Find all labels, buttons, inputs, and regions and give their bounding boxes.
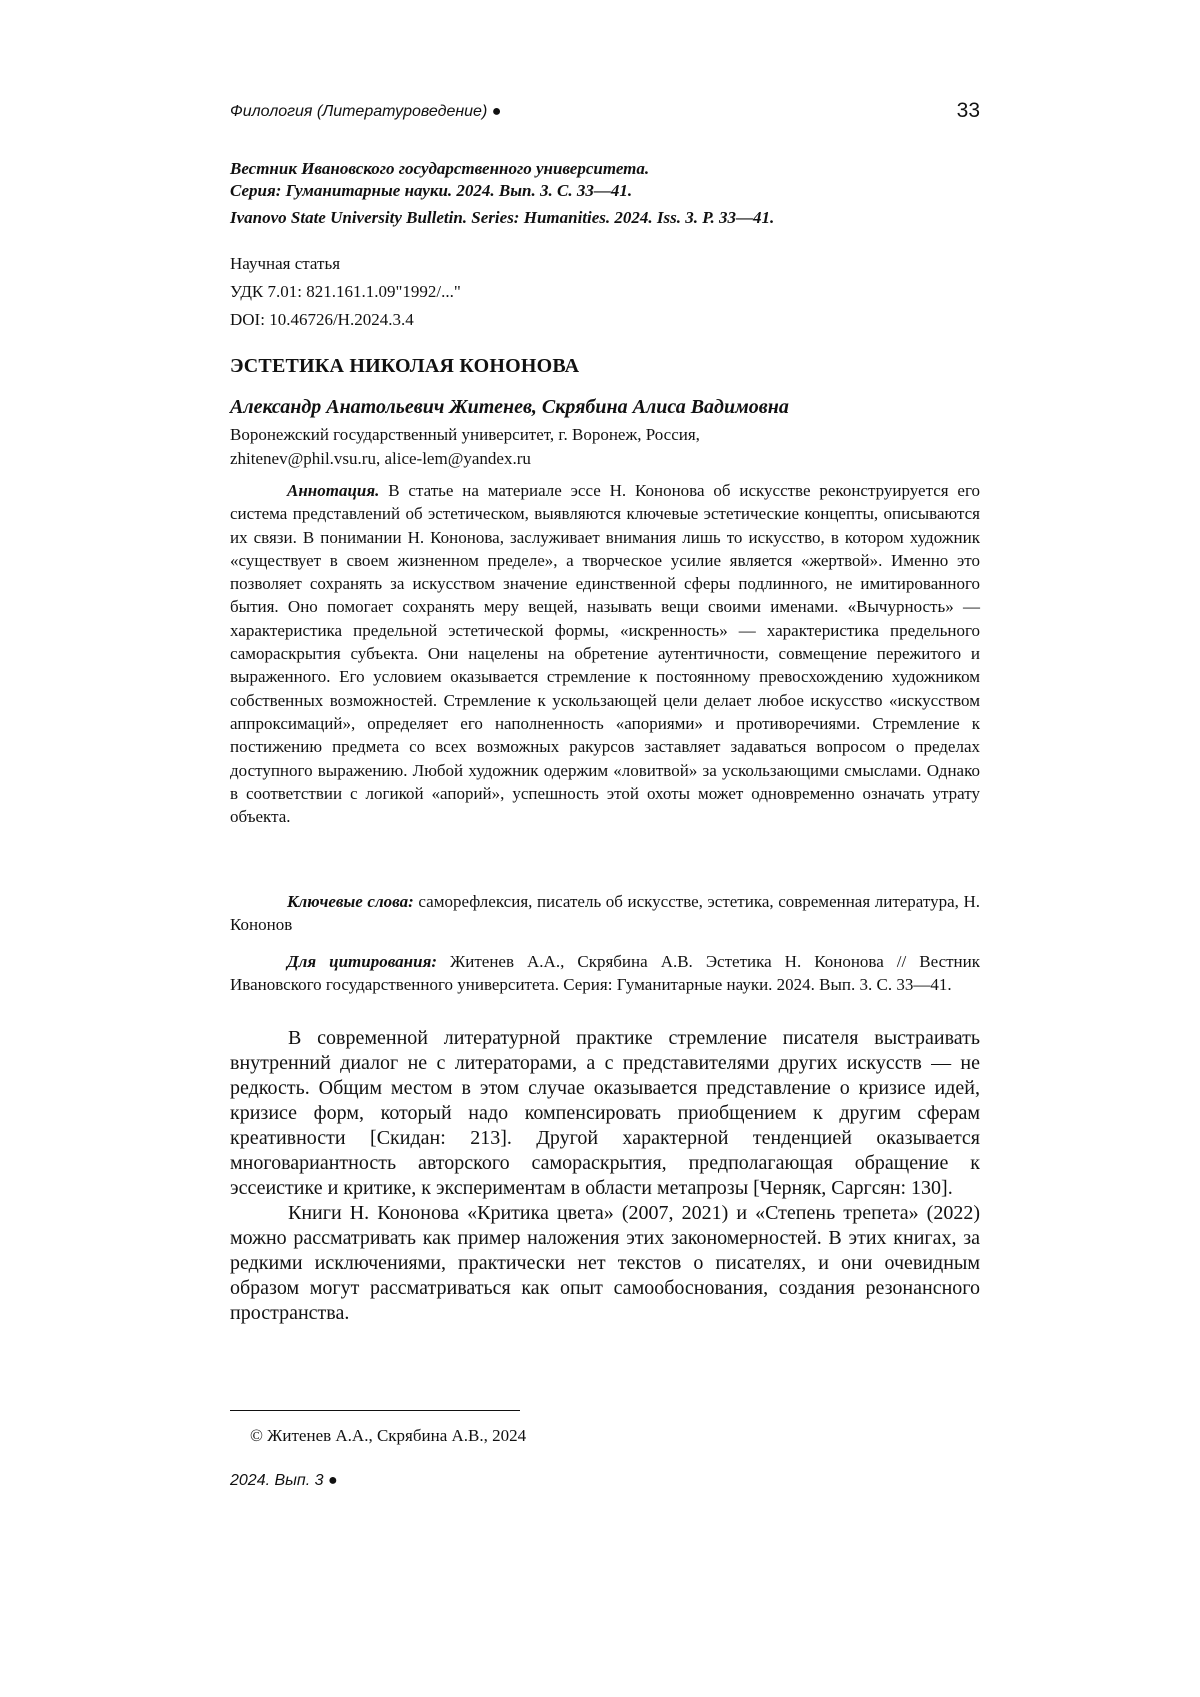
journal-page xyxy=(230,0,980,1697)
body-paragraph-1: В современной литературной практике стремление писателя выстраивать внутренний диалог не с литераторами, а с представителями других искусств — не редкость. Общим местом в этом случае оказывается представление о кризисе идей, кризисе форм, который надо компенсировать приобщением к другим сферам креативности [Скидан: 213]. Другой характерной тенденцией оказывается многовариантность авторского самораскрытия, предполагающая обращение к эссеистике и критике, к экспериментам в области метапрозы [Черняк, Саргсян: 130]. xyxy=(230,1027,980,1199)
journal-en: Ivanovo State University Bulletin. Series: Humanities. 2024. Iss. 3. P. 33—41. xyxy=(230,208,775,227)
journal-ru-line-2: Серия: Гуманитарные науки. 2024. Вып. 3. С. 33—41. xyxy=(230,181,633,200)
journal-ru-line-1: Вестник Ивановского государственного университета. xyxy=(230,159,650,178)
body-paragraph-2: Книги Н. Кононова «Критика цвета» (2007, 2021) и «Степень трепета» (2022) можно рассматривать как пример наложения этих закономерностей. В этих книгах, за редкими исключениями, практически нет текстов о писателях, и они очевидным образом могут рассматриваться как опыт самообоснования, создания резонансного пространства. xyxy=(230,1202,980,1324)
keywords xyxy=(230,890,980,937)
affiliation: Воронежский государственный университет, г. Воронеж, Россия, xyxy=(230,425,700,444)
footnote-separator xyxy=(230,1410,520,1411)
article-title: ЭСТЕТИКА НИКОЛАЯ КОНОНОВА xyxy=(230,355,580,377)
keywords-text: саморефлексия, писатель об искусстве, эстетика, современная литература, Н. Кононов xyxy=(230,892,980,935)
section-title: Филология (Литературоведение) ● xyxy=(230,103,502,120)
affiliation-block xyxy=(230,423,980,471)
keywords-label: Ключевые слова: xyxy=(287,892,414,911)
abstract xyxy=(230,479,980,828)
authors: Александр Анатольевич Житенев, Скрябина Алиса Вадимовна xyxy=(230,396,789,418)
article-type: Научная статья xyxy=(230,254,341,273)
author-emails: zhitenev@phil.vsu.ru, alice-lem@yandex.ru xyxy=(230,449,531,468)
copyright-footnote: © Житенев А.А., Скрябина А.В., 2024 xyxy=(250,1426,527,1445)
page-number: 33 xyxy=(956,99,980,122)
abstract-text: В статье на материале эссе Н. Кононова об искусстве реконструируется его система представлений об эстетическом, выявляются ключевые эстетические концепты, описываются их связи. В понимании Н. Кононова, заслуживает внимания лишь то искусство, в котором художник «существует в своем жизненном пределе», а творческое усилие является «жертвой». Именно это позволяет сохранять за искусством значение единственной сферы подлинного, не имитированного бытия. Оно помогает сохранять меру вещей, называть вещи своими именами. «Вычурность» — характеристика предельной эстетической формы, «искренность» — характеристика предельного самораскрытия субъекта. Они нацелены на обретение аутентичности, совмещение пережитого и выраженного. Его условием оказывается стремление к постоянному превосхождению художником собственных возможностей. Стремление к ускользающей цели делает любое искусство «искусством аппроксимаций», определяет его наполненность «апориями» и противоречиями. Стремление к постижению предмета со всех возможных ракурсов заставляет задаваться вопросом о пределах доступного выражению. Любой художник одержим «ловитвой» за ускользающими смыслами. Однако в соответствии с логикой «апорий», успешность этой охоты может одновременно означать утрату объекта. xyxy=(230,481,981,827)
issue-footer: 2024. Вып. 3 ● xyxy=(230,1472,338,1489)
journal-reference xyxy=(230,158,980,229)
doi: DOI: 10.46726/H.2024.3.4 xyxy=(230,310,414,329)
article-meta xyxy=(230,250,980,334)
abstract-label: Аннотация. xyxy=(287,481,380,500)
udc-code: УДК 7.01: 821.161.1.09"1992/..." xyxy=(230,282,461,301)
running-head xyxy=(230,99,980,131)
citation-text: Житенев А.А., Скрябина А.В. Эстетика Н. Кононова // Вестник Ивановского государственного университета. Серия: Гуманитарные науки. 2024. Вып. 3. С. 33—41. xyxy=(230,952,980,995)
citation-label: Для цитирования: xyxy=(287,952,437,971)
body-text xyxy=(230,1026,980,1326)
citation xyxy=(230,950,980,997)
